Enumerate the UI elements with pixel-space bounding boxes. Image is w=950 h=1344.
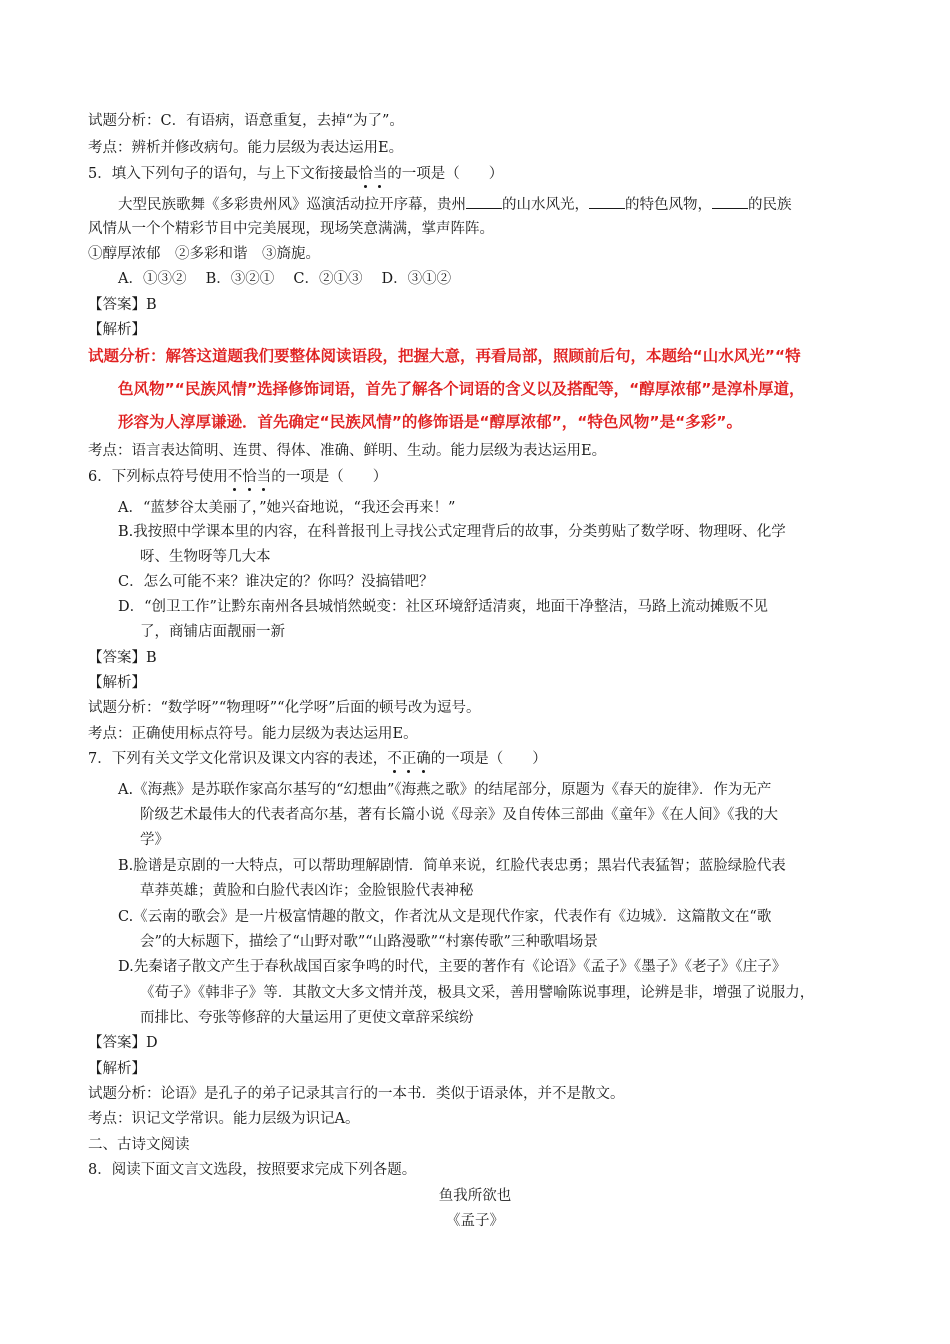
q7-option-b-line2: 草莽英雄；黄脸和白脸代表凶诈；金脸银脸代表神秘 bbox=[140, 883, 474, 899]
q7-option-b-line1: B.脸谱是京剧的一大特点，可以帮助理解剧情．简单来说，红脸代表忠勇；黑岩代表猛智；蓝脸绿脸代表 bbox=[118, 858, 786, 874]
q7-answer: 【答案】D bbox=[88, 1035, 158, 1051]
q5-passage-line2: 风情从一个个精彩节目中完美展现，现场笑意满满，掌声阵阵。 bbox=[88, 221, 494, 237]
fill-blank bbox=[466, 194, 502, 209]
q7-stem bbox=[88, 749, 547, 769]
passage-title: 鱼我所欲也 bbox=[438, 1188, 512, 1204]
q6-option-b-line2: 呀、生物呀等几大本 bbox=[140, 549, 271, 565]
q6-option-a: A．“蓝梦谷太美丽了，”她兴奋地说，“我还会再来！” bbox=[118, 500, 456, 516]
passage-author: 《孟子》 bbox=[446, 1213, 504, 1229]
q4-analysis: 试题分析：C．有语病，语意重复，去掉“为了”。 bbox=[88, 113, 404, 129]
q7-option-a-line3: 学》 bbox=[140, 832, 169, 848]
q5-stem bbox=[88, 164, 503, 184]
q5-analysis-line2: 色风物”“民族风情”选择修饰词语，首先了解各个词语的含义以及搭配等，“醇厚浓郁”是淳朴厚道， bbox=[118, 380, 805, 398]
q6-stem-text-end: 的一项是（ ） bbox=[271, 469, 388, 485]
q8-stem: 8．阅读下面文言文选段，按照要求完成下列各题。 bbox=[88, 1162, 417, 1178]
q5-passage-part: 大型民族歌舞《多彩贵州风》巡演活动拉开序幕，贵州 bbox=[118, 197, 466, 213]
q7-option-a-line1: A.《海燕》是苏联作家高尔基写的“幻想曲”《海燕之歌》的结尾部分，原题为《春天的旋律》．作为无产 bbox=[118, 782, 772, 798]
emphasis-dot: 不 bbox=[227, 469, 243, 485]
q5-analysis-line3: 形容为人淳厚谦逊．首先确定“民族风情”的修饰语是“醇厚浓郁”，“特色风物”是“多彩”。 bbox=[118, 413, 742, 431]
q7-stem-text: 7．下列有关文学文化常识及课文内容的表述， bbox=[88, 751, 388, 767]
q5-passage-part: 的山水风光， bbox=[502, 197, 589, 213]
q6-stem bbox=[88, 467, 387, 487]
q5-analysis-head: 【解析】 bbox=[88, 322, 146, 338]
q5-passage-part: 的特色风物， bbox=[625, 197, 712, 213]
emphasis-dot: 当 bbox=[372, 166, 388, 182]
q5-stem-text-end: 的一项是（ ） bbox=[387, 166, 504, 182]
emphasis-dot: 确 bbox=[416, 751, 431, 767]
q5-analysis-line1: 试题分析：解答这道题我们要整体阅读语段，把握大意，再看局部，照顾前后句，本题给“山水风光”“特 bbox=[88, 347, 801, 365]
q7-option-d-line1: D.先秦诸子散文产生于春秋战国百家争鸣的时代，主要的著作有《论语》《孟子》《墨子》《老子》《庄子》 bbox=[118, 959, 787, 975]
q6-option-c: C．怎么可能不来？谁决定的？你吗？没搞错吧？ bbox=[118, 574, 434, 590]
q6-stem-text: 6．下列标点符号使用 bbox=[88, 469, 228, 485]
q7-analysis-head: 【解析】 bbox=[88, 1061, 146, 1077]
q7-option-c-line1: C.《云南的歌会》是一片极富情趣的散文，作者沈从文是现代作家，代表作有《边城》．这篇散文在“歌 bbox=[118, 909, 772, 925]
q5-choices: A．①③② B．③②① C．②①③ D．③①② bbox=[118, 271, 452, 287]
q5-answer: 【答案】B bbox=[88, 297, 157, 313]
q7-analysis: 试题分析：论语》是孔子的弟子记录其言行的一本书．类似于语录体，并不是散文。 bbox=[88, 1086, 625, 1102]
q5-word-options: ①醇厚浓郁 ②多彩和谐 ③旖旎。 bbox=[88, 246, 320, 262]
q7-option-a-line2: 阶级艺术最伟大的代表者高尔基，著有长篇小说《母亲》及自传体三部曲《童年》《在人间》《我的大 bbox=[140, 807, 778, 823]
q5-passage-part: 的民族 bbox=[748, 197, 792, 213]
q7-point: 考点：识记文学常识。能力层级为识记A。 bbox=[88, 1111, 360, 1127]
q5-point: 考点：语言表达简明、连贯、得体、准确、鲜明、生动。能力层级为表达运用E。 bbox=[88, 443, 607, 459]
q7-option-c-line2: 会”的大标题下，描绘了“山野对歌”“山路漫歌”“村寨传歌”三种歌唱场景 bbox=[140, 934, 598, 950]
q6-option-b-line1: B.我按照中学课本里的内容，在科普报刊上寻找公式定理背后的故事，分类剪贴了数学呀、物理呀、化学 bbox=[118, 524, 786, 540]
q6-option-d-line2: 了，商铺店面靓丽一新 bbox=[140, 624, 285, 640]
q6-answer: 【答案】B bbox=[88, 650, 157, 666]
q6-option-d-line1: D．“创卫工作”让黔东南州各县城悄然蜕变：社区环境舒适清爽，地面干净整洁，马路上流动摊贩不见 bbox=[118, 599, 768, 615]
emphasis-dot: 当 bbox=[256, 469, 272, 485]
q7-option-d-line2: 《荀子》《韩非子》等．其散文大多文情并茂，极具文采，善用譬喻陈说事理，论辨是非，增强了说服力， bbox=[140, 985, 815, 1001]
emphasis-dot: 恰 bbox=[358, 166, 373, 182]
fill-blank bbox=[589, 194, 625, 209]
q5-stem-text: 5．填入下列句子的语句，与上下文衔接最 bbox=[88, 166, 359, 182]
emphasis-dot: 恰 bbox=[242, 469, 257, 485]
q7-stem-text-end: 的一项是（ ） bbox=[430, 751, 547, 767]
q4-point: 考点：辨析并修改病句。能力层级为表达运用E。 bbox=[88, 140, 404, 156]
emphasis-dot: 正 bbox=[401, 751, 417, 767]
q6-analysis: 试题分析：“数学呀”“物理呀”“化学呀”后面的顿号改为逗号。 bbox=[88, 700, 481, 716]
fill-blank bbox=[712, 194, 748, 209]
q7-option-d-line3: 而排比、夸张等修辞的大量运用了更使文章辞采缤纷 bbox=[140, 1010, 474, 1026]
emphasis-dot: 不 bbox=[387, 751, 402, 767]
q6-point: 考点：正确使用标点符号。能力层级为表达运用E。 bbox=[88, 726, 418, 742]
section-heading: 二、古诗文阅读 bbox=[88, 1137, 190, 1153]
q5-passage-line1 bbox=[118, 194, 792, 215]
q6-analysis-head: 【解析】 bbox=[88, 675, 146, 691]
